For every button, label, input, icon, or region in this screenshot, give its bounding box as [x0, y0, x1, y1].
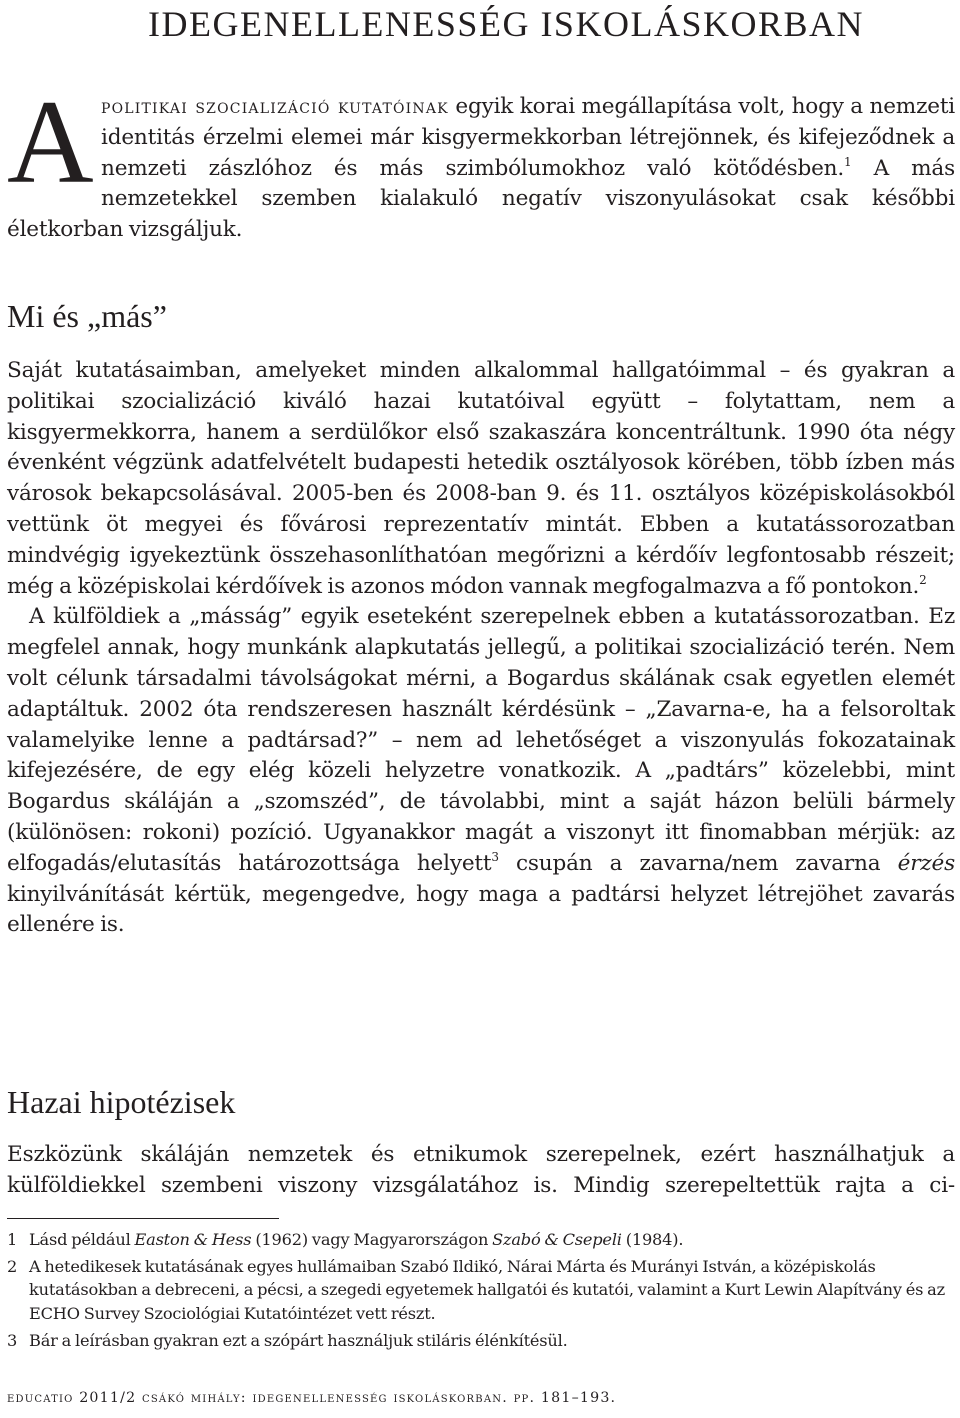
section1-p2-text1: A külföldiek a „másság” egyik eseteként szerepelnek ebben a kutatássorozatban. Ez megfelel annak, hogy munkánk alapkutatás jellegű, a politikai szocializáció terén. Nem volt célunk társadalmi távolságokat mérni, a Bogardus skálának csak egyetlen elemét adaptáltuk. 2002 óta rendszeresen használt kérdésünk – „Zavarna-e, ha a felsoroltak valamelyike lenne a padtársad?” – nem ad lehetőséget a viszonyulás fokozatainak kifejezésére, de egy elég közeli helyzetre vonatkozik. A „padtárs” közelebbi, mint Bogardus skáláján a „szomszéd”, de távolabbi, mint a saját házon belüli bármely (különösen: rokoni) pozíció. Ugyanakkor magát a viszonyt itt finomabban mérjük: az elfogadás/elutasítás határozottsága helyett: [7, 604, 955, 876]
footnote-number: 1: [7, 1230, 18, 1249]
running-footer: educatio 2011/2 csákó mihály: idegenellenesség iskoláskorban. pp. 181–193.: [7, 1390, 617, 1406]
footnotes: [7, 1228, 955, 1356]
footnote-citation: Easton & Hess: [134, 1230, 252, 1249]
section-mi-es-mas: [7, 356, 955, 941]
footnote-ref-3[interactable]: 3: [491, 849, 499, 864]
section1-p1-text: Saját kutatásaimban, amelyeket minden alkalommal hallgatóimmal – és gyakran a politikai szocializáció kiváló hazai kutatóival együtt – folytattam, nem a kisgyermekkorra, hanem a serdülőkor első szakaszára koncentráltunk. 1990 óta négy évenként végzünk adatfelvételt budapesti hetedik osztályosok körében, több ízben más városok bekapcsolásával. 2005-ben és 2008-ban 9. és 11. osztályos középiskolásokból vettünk öt megyei és fővárosi reprezentatív mintát. Ebben a kutatássorozatban mindvégig igyekeztünk összehasonlíthatóan megőrizni a kérdőív legfontosabb részeit; még a középiskolai kérdőívek is azonos módon vannak megfogalmazva a fő pontokon.: [7, 358, 955, 599]
footnote-citation: Szabó & Csepeli: [492, 1230, 622, 1249]
section1-p2-text3: kinyilvánítását kértük, megengedve, hogy maga a padtársi helyzet létrejöhet zavarás ellenére is.: [7, 881, 955, 938]
footnote-number: 2: [7, 1257, 18, 1277]
footnote-ref-2[interactable]: 2: [919, 572, 927, 587]
section1-p2-text2: csupán a zavarna/nem zavarna: [498, 850, 898, 876]
intro-text: [7, 91, 955, 246]
article-title: IDEGENELLENESSÉG ISKOLÁSKORBAN: [148, 4, 864, 44]
intro-paragraph: [7, 91, 955, 246]
footnote-text: Bár a leírásban gyakran ezt a szópárt használjuk stiláris élénkítésül.: [29, 1330, 568, 1350]
section1-paragraph-1: [7, 356, 955, 602]
footnote-1: [7, 1228, 955, 1251]
intro-text-part1: egyik korai megállapítása volt, hogy a nemzeti identitás érzelmi elemei már kisgyermekkorban létrejönnek, és kifejeződnek a nemzeti zászlóhoz és más szimbólumokhoz való kötődésben.: [101, 94, 956, 181]
footnote-number: 3: [7, 1330, 18, 1350]
footnote-ref-1[interactable]: 1: [844, 154, 852, 169]
drop-cap: A: [7, 91, 93, 188]
section1-paragraph-2: [7, 602, 955, 941]
footnote-divider: [7, 1218, 279, 1219]
footnote-text: (1984).: [621, 1230, 684, 1249]
section1-p2-emphasis: érzés: [897, 850, 955, 876]
footnote-2: [7, 1255, 955, 1325]
section-hazai-hipotezisek: [7, 1140, 955, 1202]
section2-paragraph-1: Eszközünk skáláján nemzetek és etnikumok szerepelnek, ezért használhatjuk a külföldiekkel szembeni viszony vizsgálatához is. Mindig szerepeltettük rajta a ci-: [7, 1142, 955, 1198]
section-heading-mi-es-mas: Mi és „más”: [7, 298, 167, 334]
intro-lead-smallcaps: politikai szocializáció kutatóinak: [101, 94, 449, 118]
footnote-text: (1962) vagy Magyarországon: [251, 1230, 493, 1249]
intro-text-part2: A más nemzetekkel szemben kialakuló negatív viszonyulásokat csak későbbi életkorban vizsgáljuk.: [7, 155, 955, 243]
footnote-3: [7, 1329, 955, 1352]
footnote-text: A hetedikesek kutatásának egyes hullámaiban Szabó Ildikó, Nárai Márta és Murányi István, a középiskolás kutatásokban a debreceni, a pécsi, a szegedi egyetemek hallgatói és kutatói, valamint a Kurt Lewin Alapítvány és az ECHO Survey Szociológiai Kutatóintézet vett részt.: [29, 1257, 945, 1323]
section-heading-hazai-hipotezisek: Hazai hipotézisek: [7, 1084, 236, 1120]
footnote-text: Lásd például: [29, 1230, 135, 1249]
